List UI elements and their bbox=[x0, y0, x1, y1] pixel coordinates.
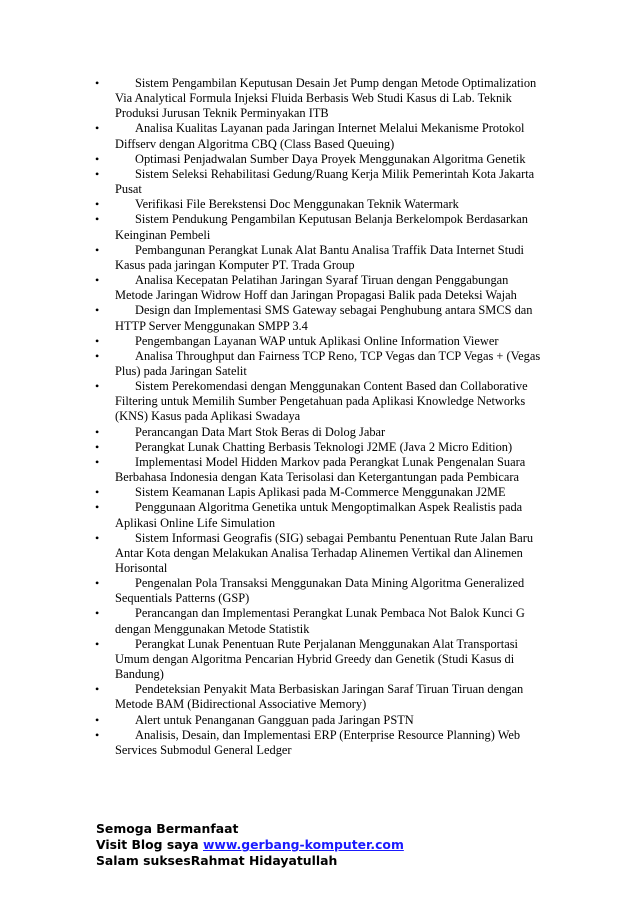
list-item bbox=[93, 212, 545, 242]
footer-greeting: Semoga Bermanfaat bbox=[96, 821, 239, 836]
list-item bbox=[93, 713, 545, 728]
topic-text: Sistem Seleksi Rehabilitasi Gedung/Ruang Kerja Milik Pemerintah Kota Jakarta Pusat bbox=[115, 166, 535, 197]
bullet-icon: • bbox=[95, 273, 100, 288]
list-item bbox=[93, 243, 545, 273]
topic-text: Sistem Informasi Geografis (SIG) sebagai Pembantu Penentuan Rute Jalan Baru Antar Kota dengan Melakukan Analisa Terhadap Alinemen Vertikal dan Alinemen Horisontal bbox=[115, 530, 534, 575]
bullet-icon: • bbox=[95, 76, 100, 90]
topic-text: Analisis, Desain, dan Implementasi ERP (Enterprise Resource Planning) Web Services Submodul General Ledger bbox=[115, 727, 521, 757]
bullet-icon: • bbox=[95, 348, 100, 363]
topic-text: Pendeteksian Penyakit Mata Berbasiskan Jaringan Saraf Tiruan Tiruan dengan Metode BAM (Bidirectional Associative Memory) bbox=[115, 682, 524, 712]
topic-text: Pengembangan Layanan WAP untuk Aplikasi Online Information Viewer bbox=[135, 333, 499, 348]
list-item bbox=[93, 197, 545, 212]
bullet-icon: • bbox=[95, 166, 100, 181]
topic-text: Sistem Perekomendasi dengan Menggunakan Content Based dan Collaborative Filtering untuk Memilih Sumber Pengetahuan pada Aplikasi Knowledge Networks (KNS) Kasus pada Aplikasi Swadaya bbox=[115, 379, 528, 424]
list-item bbox=[93, 121, 545, 151]
footer-signature: Salam suksesRahmat Hidayatullah bbox=[96, 853, 338, 869]
list-item bbox=[93, 425, 545, 440]
bullet-icon: • bbox=[95, 727, 100, 742]
thesis-topic-list bbox=[93, 76, 545, 758]
list-item bbox=[93, 455, 545, 485]
bullet-icon: • bbox=[95, 151, 100, 166]
topic-text: Pengenalan Pola Transaksi Menggunakan Data Mining Algoritma Generalized Sequentials Patterns (GSP) bbox=[115, 576, 525, 606]
bullet-icon: • bbox=[95, 576, 100, 591]
list-item bbox=[93, 606, 545, 636]
bullet-icon: • bbox=[95, 303, 100, 318]
list-item bbox=[93, 76, 545, 121]
topic-text: Alert untuk Penanganan Gangguan pada Jaringan PSTN bbox=[135, 712, 414, 727]
topic-text: Verifikasi File Berekstensi Doc Menggunakan Teknik Watermark bbox=[135, 197, 459, 212]
bullet-icon: • bbox=[95, 333, 100, 348]
bullet-icon: • bbox=[95, 606, 100, 621]
bullet-icon: • bbox=[95, 712, 100, 727]
bullet-icon: • bbox=[95, 530, 100, 545]
bullet-icon: • bbox=[95, 636, 100, 651]
list-item bbox=[93, 379, 545, 424]
list-item bbox=[93, 273, 545, 303]
topic-text: Implementasi Model Hidden Markov pada Perangkat Lunak Pengenalan Suara Berbahasa Indonesia dengan Kata Terisolasi dan Ketergantungan pada Pembicara bbox=[115, 454, 526, 485]
list-item bbox=[93, 728, 545, 758]
topic-text: Perancangan Data Mart Stok Beras di Dolog Jabar bbox=[135, 424, 386, 439]
list-item bbox=[93, 152, 545, 167]
footer-visit-line bbox=[96, 837, 576, 853]
bullet-icon: • bbox=[95, 682, 100, 697]
topic-text: Analisa Kualitas Layanan pada Jaringan Internet Melalui Mekanisme Protokol Diffserv dengan Algoritma CBQ (Class Based Queuing) bbox=[115, 121, 525, 151]
list-item bbox=[93, 167, 545, 197]
bullet-icon: • bbox=[95, 439, 100, 454]
topic-text: Sistem Pendukung Pengambilan Keputusan Belanja Berkelompok Berdasarkan Keinginan Pembeli bbox=[115, 212, 528, 242]
list-item bbox=[93, 485, 545, 500]
bullet-icon: • bbox=[95, 379, 100, 394]
topic-text: Design dan Implementasi SMS Gateway sebagai Penghubung antara SMCS dan HTTP Server Menggunakan SMPP 3.4 bbox=[115, 303, 533, 333]
bullet-icon: • bbox=[95, 424, 100, 439]
list-item bbox=[93, 531, 545, 576]
list-item bbox=[93, 576, 545, 606]
footer bbox=[96, 821, 576, 870]
list-item bbox=[93, 682, 545, 712]
topic-text: Perangkat Lunak Chatting Berbasis Teknologi J2ME (Java 2 Micro Edition) bbox=[135, 439, 513, 454]
list-item bbox=[93, 334, 545, 349]
topic-text: Perangkat Lunak Penentuan Rute Perjalanan Menggunakan Alat Transportasi Umum dengan Algoritma Pencarian Hybrid Greedy dan Genetik (Studi Kasus di Bandung) bbox=[115, 636, 518, 682]
topic-text: Sistem Keamanan Lapis Aplikasi pada M-Commerce Menggunakan J2ME bbox=[135, 485, 506, 500]
blog-link[interactable]: www.gerbang-komputer.com bbox=[202, 837, 404, 853]
footer-visit-label: Visit Blog saya bbox=[96, 837, 203, 853]
bullet-icon: • bbox=[95, 212, 100, 227]
bullet-icon: • bbox=[95, 485, 100, 500]
list-item bbox=[93, 303, 545, 333]
bullet-icon: • bbox=[95, 500, 100, 515]
list-item bbox=[93, 349, 545, 379]
topic-text: Pembangunan Perangkat Lunak Alat Bantu Analisa Traffik Data Internet Studi Kasus pada jaringan Komputer PT. Trada Group bbox=[115, 242, 524, 272]
topic-text: Sistem Pengambilan Keputusan Desain Jet Pump dengan Metode Optimalization Via Analytical Formula Injeksi Fluida Berbasis Web Studi Kasus di Lab. Teknik Produksi Jurusan Teknik Perminyakan ITB bbox=[115, 76, 537, 121]
bullet-icon: • bbox=[95, 242, 100, 257]
topic-text: Analisa Kecepatan Pelatihan Jaringan Syaraf Tiruan dengan Penggabungan Metode Jaringan Widrow Hoff dan Jaringan Propagasi Balik pada Deteksi Wajah bbox=[115, 273, 517, 303]
list-item bbox=[93, 637, 545, 682]
topic-text: Optimasi Penjadwalan Sumber Daya Proyek Menggunakan Algoritma Genetik bbox=[135, 151, 526, 166]
list-item bbox=[93, 440, 545, 455]
list-item bbox=[93, 500, 545, 530]
bullet-icon: • bbox=[95, 197, 100, 212]
topic-text: Perancangan dan Implementasi Perangkat Lunak Pembaca Not Balok Kunci G dengan Menggunakan Metode Statistik bbox=[115, 606, 525, 636]
bullet-icon: • bbox=[95, 454, 100, 469]
topic-text: Analisa Throughput dan Fairness TCP Reno, TCP Vegas dan TCP Vegas + (Vegas Plus) pada Jaringan Satelit bbox=[115, 348, 541, 378]
topic-text: Penggunaan Algoritma Genetika untuk Mengoptimalkan Aspek Realistis pada Aplikasi Online Life Simulation bbox=[115, 500, 523, 530]
bullet-icon: • bbox=[95, 121, 100, 136]
